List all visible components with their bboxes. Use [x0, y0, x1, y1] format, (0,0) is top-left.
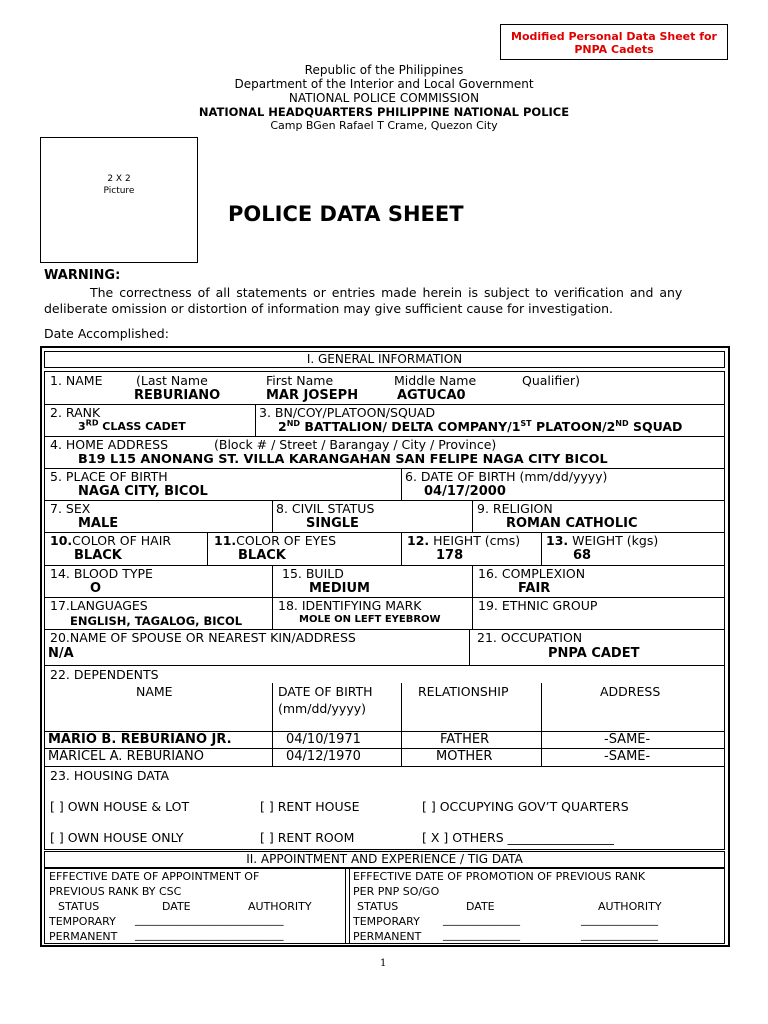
- height-text: HEIGHT (cms): [429, 533, 521, 548]
- appt-pnp-temporary-authority-field[interactable]: ______________: [581, 913, 658, 926]
- name-middle-label: Middle Name: [394, 373, 477, 388]
- identifying-mark-label: 18. IDENTIFYING MARK: [278, 598, 422, 613]
- unit-value[interactable]: [278, 419, 682, 434]
- dependent-address[interactable]: -SAME-: [604, 749, 651, 764]
- hair-value[interactable]: BLACK: [74, 548, 122, 563]
- housing-label: 23. HOUSING DATA: [50, 768, 170, 783]
- col-divider: [401, 683, 402, 766]
- unit-label: 3. BN/COY/PLATOON/SQUAD: [259, 405, 436, 420]
- appt-csc-authority-col: AUTHORITY: [248, 900, 312, 913]
- unit-part2: BATTALION/ DELTA COMPANY/1: [300, 419, 521, 434]
- table-border-right: [724, 868, 725, 944]
- rank-value-sup: RD: [85, 418, 99, 428]
- name-qualifier-label: Qualifier): [522, 373, 580, 388]
- name-last-label: (Last Name: [136, 373, 208, 388]
- photo-placeholder: [40, 137, 198, 263]
- header-camp: Camp BGen Rafael T Crame, Quezon City: [270, 119, 498, 132]
- table-border-left: [44, 371, 45, 849]
- eyes-label: [214, 533, 336, 548]
- dependents-col-dob: DATE OF BIRTH: [278, 684, 373, 699]
- photo-picture-label: Picture: [103, 186, 135, 196]
- sex-value[interactable]: MALE: [78, 516, 119, 531]
- dependent-name[interactable]: MARICEL A. REBURIANO: [48, 749, 204, 764]
- unit-sup1: ND: [286, 418, 301, 428]
- dependents-col-relationship: RELATIONSHIP: [418, 684, 509, 699]
- row-line: [44, 500, 725, 501]
- weight-label: [546, 533, 658, 548]
- complexion-value[interactable]: FAIR: [518, 581, 551, 596]
- spouse-value[interactable]: N/A: [48, 646, 74, 661]
- appt-csc-date-col: DATE: [162, 900, 191, 913]
- identifying-mark-value[interactable]: MOLE ON LEFT EYEBROW: [299, 614, 441, 625]
- weight-num: 13.: [546, 533, 569, 548]
- dependent-dob[interactable]: 04/12/1970: [286, 749, 361, 764]
- header-republic: Republic of the Philippines: [304, 63, 464, 77]
- blood-type-label: 14. BLOOD TYPE: [50, 566, 153, 581]
- weight-value[interactable]: 68: [573, 548, 592, 563]
- height-num: 12.: [407, 533, 430, 548]
- appt-csc-temporary-label: TEMPORARY: [49, 915, 116, 928]
- height-value[interactable]: 178: [436, 548, 464, 563]
- dependent-relationship[interactable]: MOTHER: [436, 749, 493, 764]
- col-divider: [541, 683, 542, 766]
- dependents-col-name: NAME: [136, 684, 173, 699]
- appt-pnp-date-col: DATE: [466, 900, 495, 913]
- unit-part1: 2: [278, 419, 287, 434]
- unit-sup2: ST: [520, 418, 532, 428]
- section-general-information: I. GENERAL INFORMATION: [44, 351, 725, 368]
- place-of-birth-value[interactable]: NAGA CITY, BICOL: [78, 484, 208, 499]
- last-name-value[interactable]: REBURIANO: [134, 388, 221, 403]
- first-name-value[interactable]: MAR JOSEPH: [266, 388, 359, 403]
- housing-own-house-only-checkbox[interactable]: [ ] OWN HOUSE ONLY: [50, 830, 184, 845]
- dependent-relationship[interactable]: FATHER: [440, 732, 490, 747]
- weight-text: WEIGHT (kgs): [568, 533, 659, 548]
- row-line: [44, 849, 725, 850]
- appt-pnp-status-col: STATUS: [357, 900, 399, 913]
- rank-label: 2. RANK: [50, 405, 101, 420]
- occupation-label: 21. OCCUPATION: [477, 630, 583, 645]
- dependent-address[interactable]: -SAME-: [604, 732, 651, 747]
- appt-csc-status-col: STATUS: [58, 900, 100, 913]
- appt-pnp-temporary-label: TEMPORARY: [353, 915, 420, 928]
- appt-pnp-heading1: EFFECTIVE DATE OF PROMOTION OF PREVIOUS RANK: [353, 870, 646, 883]
- table-border-right: [724, 371, 725, 849]
- appt-csc-permanent-label: PERMANENT: [49, 930, 118, 943]
- middle-name-value[interactable]: AGTUCA0: [397, 388, 466, 403]
- appt-csc-heading1: EFFECTIVE DATE OF APPOINTMENT OF: [49, 870, 260, 883]
- housing-others-checkbox[interactable]: [ X ] OTHERS _________________: [422, 830, 614, 845]
- date-of-birth-value[interactable]: 04/17/2000: [424, 484, 506, 499]
- sex-label: 7. SEX: [50, 501, 91, 516]
- row-line: [44, 868, 725, 869]
- warning-line1: The correctness of all statements or entries made herein is subject to verification and any: [90, 285, 683, 300]
- dependent-name[interactable]: MARIO B. REBURIANO JR.: [48, 732, 232, 747]
- rank-value-num: 3: [78, 420, 86, 433]
- appt-pnp-permanent-date-field[interactable]: ______________: [443, 928, 520, 941]
- col-divider: [272, 565, 273, 629]
- address-value[interactable]: B19 L15 ANONANG ST. VILLA KARANGAHAN SAN FELIPE NAGA CITY BICOL: [78, 452, 608, 467]
- appt-csc-permanent-field[interactable]: ___________________________: [135, 928, 284, 941]
- warning-line2: deliberate omission or distortion of information may give sufficient cause for investigation.: [44, 301, 614, 316]
- rank-value-text: CLASS CADET: [98, 420, 186, 433]
- date-accomplished-label: Date Accomplished:: [44, 326, 169, 341]
- name-first-label: First Name: [266, 373, 334, 388]
- unit-sup3: ND: [615, 418, 629, 428]
- appt-pnp-temporary-date-field[interactable]: ______________: [443, 913, 520, 926]
- page-title: POLICE DATA SHEET: [228, 202, 464, 226]
- col-divider: [272, 683, 273, 766]
- form-version-line1: Modified Personal Data Sheet for: [511, 30, 717, 43]
- appt-pnp-permanent-label: PERMANENT: [353, 930, 422, 943]
- eyes-value[interactable]: BLACK: [238, 548, 286, 563]
- col-divider: [401, 468, 402, 500]
- eyes-text: COLOR OF EYES: [236, 533, 337, 548]
- row-line: [44, 943, 725, 944]
- complexion-label: 16. COMPLEXION: [478, 566, 586, 581]
- blood-type-value[interactable]: O: [90, 581, 102, 596]
- header-napolcom: NATIONAL POLICE COMMISSION: [288, 91, 480, 105]
- build-label: 15. BUILD: [282, 566, 344, 581]
- dependent-dob[interactable]: 04/10/1971: [286, 732, 361, 747]
- hair-text: COLOR OF HAIR: [72, 533, 172, 548]
- col-divider: [272, 500, 273, 532]
- height-label: [407, 533, 520, 548]
- occupation-value[interactable]: PNPA CADET: [548, 646, 640, 661]
- housing-own-house-lot-checkbox[interactable]: [ ] OWN HOUSE & LOT: [50, 799, 190, 814]
- col-divider: [255, 404, 256, 436]
- address-label: 4. HOME ADDRESS: [50, 437, 169, 452]
- col-divider: [207, 532, 208, 565]
- civil-status-label: 8. CIVIL STATUS: [276, 501, 375, 516]
- header-dilg: Department of the Interior and Local Government: [234, 77, 534, 91]
- dependents-col-address: ADDRESS: [600, 684, 661, 699]
- col-divider: [541, 532, 542, 565]
- col-divider: [472, 500, 473, 532]
- unit-part4: SQUAD: [628, 419, 683, 434]
- col-divider: [401, 532, 402, 565]
- languages-label: 17.LANGUAGES: [50, 598, 148, 613]
- housing-govt-quarters-checkbox[interactable]: [ ] OCCUPYING GOV’T QUARTERS: [422, 799, 629, 814]
- build-value[interactable]: MEDIUM: [309, 581, 370, 596]
- hair-label: [50, 533, 171, 548]
- religion-label: 9. RELIGION: [477, 501, 553, 516]
- appt-pnp-authority-col: AUTHORITY: [598, 900, 662, 913]
- col-divider: [472, 565, 473, 629]
- spouse-label: 20.NAME OF SPOUSE OR NEAREST KIN/ADDRESS: [50, 630, 356, 645]
- col-divider: [349, 868, 350, 944]
- warning-label: WARNING:: [44, 268, 121, 283]
- address-hint: (Block # / Street / Barangay / City / Province): [214, 437, 497, 452]
- appt-pnp-permanent-authority-field[interactable]: ______________: [581, 928, 658, 941]
- appt-csc-heading2: PREVIOUS RANK BY CSC: [49, 885, 182, 898]
- hair-num: 10.: [50, 533, 73, 548]
- table-border-left: [44, 868, 45, 944]
- eyes-num: 11.: [214, 533, 237, 548]
- unit-part3: PLATOON/2: [531, 419, 616, 434]
- row-line: [44, 766, 725, 767]
- section-appointment-experience: II. APPOINTMENT AND EXPERIENCE / TIG DATA: [44, 851, 725, 868]
- dependents-label: 22. DEPENDENTS: [50, 667, 159, 682]
- name-label: 1. NAME: [50, 373, 103, 388]
- appt-pnp-heading2: PER PNP SO/GO: [353, 885, 440, 898]
- languages-value[interactable]: ENGLISH, TAGALOG, BICOL: [70, 614, 243, 628]
- religion-value[interactable]: ROMAN CATHOLIC: [506, 516, 638, 531]
- photo-size-label: 2 X 2: [107, 174, 131, 184]
- appt-csc-temporary-field[interactable]: ___________________________: [135, 913, 284, 926]
- date-of-birth-label: 6. DATE OF BIRTH (mm/dd/yyyy): [405, 469, 608, 484]
- row-line: [44, 665, 725, 666]
- page-number: 1: [380, 958, 387, 969]
- housing-rent-house-checkbox[interactable]: [ ] RENT HOUSE: [260, 799, 360, 814]
- form-version-line2: PNPA Cadets: [574, 43, 654, 56]
- col-divider: [345, 868, 346, 944]
- housing-rent-room-checkbox[interactable]: [ ] RENT ROOM: [260, 830, 355, 845]
- rank-value[interactable]: [78, 420, 186, 433]
- row-line: [44, 371, 725, 372]
- header-nhq: NATIONAL HEADQUARTERS PHILIPPINE NATIONAL POLICE: [198, 105, 570, 119]
- dependents-col-dob-format: (mm/dd/yyyy): [278, 701, 366, 716]
- form-version-note: [500, 24, 728, 60]
- col-divider: [469, 629, 470, 665]
- ethnic-group-label: 19. ETHNIC GROUP: [478, 598, 598, 613]
- civil-status-value[interactable]: SINGLE: [306, 516, 359, 531]
- place-of-birth-label: 5. PLACE OF BIRTH: [50, 469, 168, 484]
